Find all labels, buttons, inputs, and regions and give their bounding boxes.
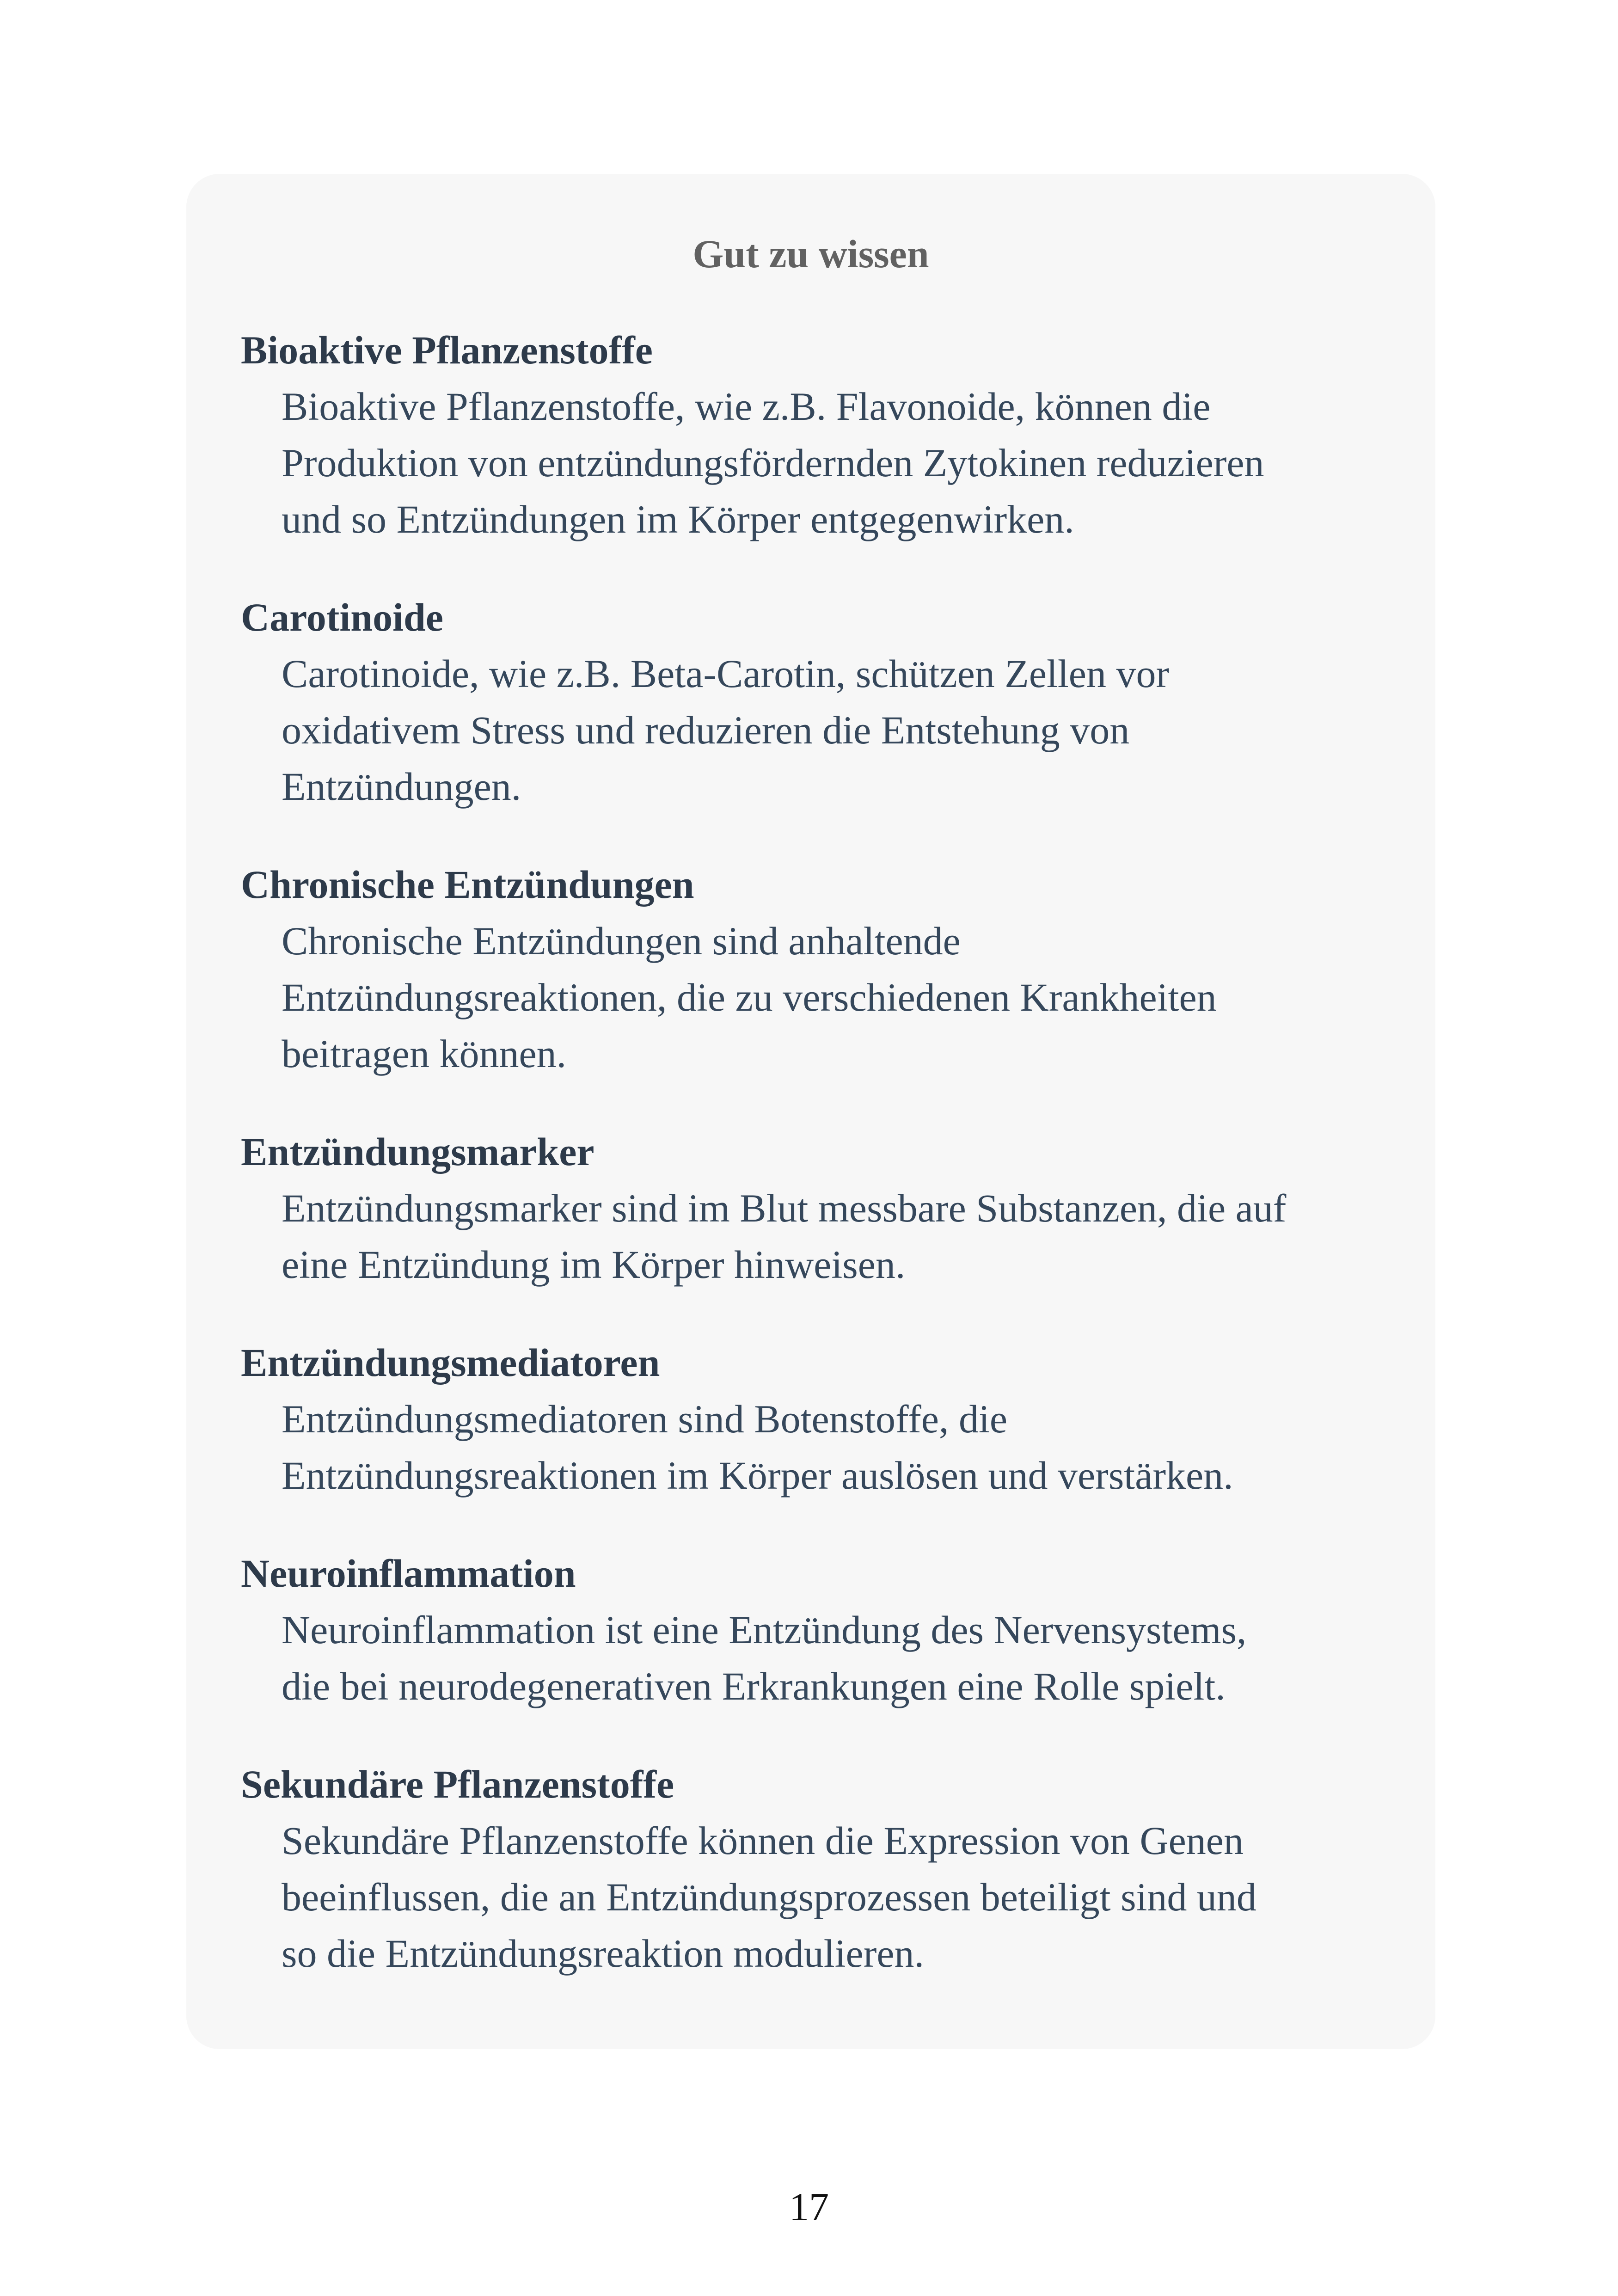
definition-line: Chronische Entzündungen sind anhaltende (282, 919, 961, 963)
definition-line: Sekundäre Pflanzenstoffe können die Expression von Genen (282, 1818, 1244, 1863)
glossary-definition (282, 1602, 1406, 1714)
definition-line: Entzündungsmediatoren sind Botenstoffe, die (282, 1397, 1008, 1441)
definition-line: und so Entzündungen im Körper entgegenwirken. (282, 497, 1074, 541)
glossary-term: Neuroinflammation (241, 1551, 576, 1596)
glossary-definition (282, 1391, 1406, 1504)
glossary-entry (241, 1123, 1406, 1293)
definition-line: Bioaktive Pflanzenstoffe, wie z.B. Flavonoide, können die (282, 384, 1211, 429)
definition-line: beeinflussen, die an Entzündungsprozessen beteiligt sind und (282, 1875, 1256, 1919)
glossary-term: Entzündungsmarker (241, 1130, 594, 1174)
definition-line: Neuroinflammation ist eine Entzündung des Nervensystems, (282, 1608, 1247, 1652)
definition-line: so die Entzündungsreaktion modulieren. (282, 1931, 925, 1976)
glossary-entry (241, 1545, 1406, 1714)
definition-line: die bei neurodegenerativen Erkrankungen eine Rolle spielt. (282, 1664, 1226, 1708)
info-box (186, 174, 1435, 2049)
glossary-term: Bioaktive Pflanzenstoffe (241, 328, 653, 372)
definition-line: Carotinoide, wie z.B. Beta-Carotin, schützen Zellen vor (282, 651, 1170, 696)
glossary-definition (282, 645, 1406, 815)
definition-line: beitragen können. (282, 1031, 567, 1076)
definition-line: Entzündungen. (282, 764, 521, 809)
glossary-entry (241, 589, 1406, 815)
glossary-definition (282, 1180, 1406, 1293)
glossary-entry (241, 856, 1406, 1082)
definition-line: Entzündungsreaktionen, die zu verschiedenen Krankheiten (282, 975, 1217, 1019)
glossary-entry (241, 322, 1406, 547)
glossary-definition (282, 378, 1406, 547)
definition-line: Entzündungsmarker sind im Blut messbare Substanzen, die auf (282, 1186, 1287, 1230)
definition-line: Produktion von entzündungsfördernden Zytokinen reduzieren (282, 441, 1264, 485)
glossary-term: Carotinoide (241, 595, 443, 639)
page-number: 17 (789, 2185, 829, 2229)
glossary-definition (282, 1812, 1406, 1982)
glossary-term: Sekundäre Pflanzenstoffe (241, 1762, 674, 1806)
glossary-list (241, 322, 1406, 2023)
info-box-title: Gut zu wissen (693, 232, 929, 276)
definition-line: eine Entzündung im Körper hinweisen. (282, 1242, 906, 1287)
glossary-term: Chronische Entzündungen (241, 862, 694, 907)
glossary-entry (241, 1756, 1406, 1982)
glossary-definition (282, 913, 1406, 1082)
glossary-term: Entzündungsmediatoren (241, 1340, 660, 1385)
definition-line: Entzündungsreaktionen im Körper auslösen und verstärken. (282, 1453, 1233, 1498)
glossary-entry (241, 1334, 1406, 1504)
definition-line: oxidativem Stress und reduzieren die Entstehung von (282, 708, 1130, 752)
